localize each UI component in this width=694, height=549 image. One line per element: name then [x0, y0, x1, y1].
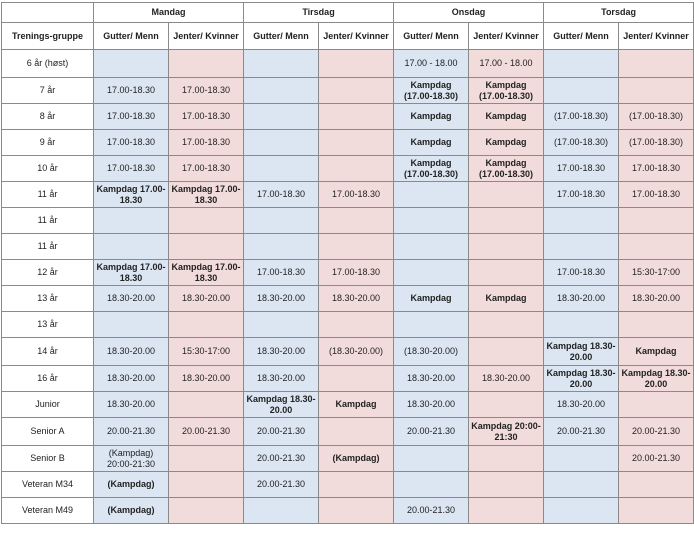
schedule-cell-boys: Kampdag (17.00-18.30): [394, 78, 469, 104]
schedule-cell-boys: [394, 260, 469, 286]
schedule-cell-boys: 17.00-18.30: [94, 156, 169, 182]
training-group-cell: 6 år (høst): [2, 50, 94, 78]
schedule-cell-girls: 17.00-18.30: [169, 78, 244, 104]
training-group-cell: 11 år: [2, 234, 94, 260]
table-row: [2, 78, 694, 104]
schedule-cell-boys: [244, 130, 319, 156]
schedule-cell-girls: [469, 498, 544, 524]
schedule-cell-girls: [469, 312, 544, 338]
schedule-cell-boys: 20.00-21.30: [544, 418, 619, 446]
schedule-cell-girls: 17.00-18.30: [619, 156, 694, 182]
schedule-cell-boys: 18.30-20.00: [544, 286, 619, 312]
schedule-cell-girls: Kampdag 17.00-18.30: [169, 182, 244, 208]
schedule-cell-boys: 20.00-21.30: [244, 472, 319, 498]
schedule-cell-boys: Kampdag 18.30-20.00: [244, 392, 319, 418]
schedule-cell-girls: Kampdag 17.00-18.30: [169, 260, 244, 286]
schedule-cell-girls: 20.00-21.30: [169, 418, 244, 446]
schedule-cell-girls: 17.00 - 18.00: [469, 50, 544, 78]
schedule-cell-boys: 18.30-20.00: [544, 392, 619, 418]
schedule-cell-girls: 17.00-18.30: [319, 260, 394, 286]
schedule-cell-girls: 17.00-18.30: [169, 156, 244, 182]
schedule-cell-girls: [469, 208, 544, 234]
schedule-cell-girls: [319, 234, 394, 260]
schedule-cell-girls: Kampdag: [469, 104, 544, 130]
schedule-cell-boys: Kampdag: [394, 130, 469, 156]
schedule-cell-boys: 17.00-18.30: [244, 260, 319, 286]
group-column-header: Trenings-gruppe: [2, 23, 94, 50]
day-header-monday: Mandag: [94, 3, 244, 23]
schedule-cell-boys: (Kampdag) 20:00-21:30: [94, 446, 169, 472]
schedule-cell-boys: 17.00-18.30: [544, 182, 619, 208]
schedule-cell-girls: Kampdag: [619, 338, 694, 366]
schedule-cell-boys: [544, 498, 619, 524]
table-row: [2, 498, 694, 524]
table-row: [2, 366, 694, 392]
training-group-cell: Veteran M34: [2, 472, 94, 498]
day-header-row: [2, 3, 694, 23]
table-row: [2, 472, 694, 498]
table-row: [2, 156, 694, 182]
schedule-cell-girls: 17.00-18.30: [619, 182, 694, 208]
day-header-tuesday: Tirsdag: [244, 3, 394, 23]
schedule-cell-girls: 15:30-17:00: [619, 260, 694, 286]
schedule-cell-boys: Kampdag 18.30-20.00: [544, 338, 619, 366]
schedule-cell-girls: (18.30-20.00): [319, 338, 394, 366]
training-group-cell: 11 år: [2, 182, 94, 208]
subheader-boys: Gutter/ Menn: [394, 23, 469, 50]
training-group-cell: 16 år: [2, 366, 94, 392]
training-group-cell: 7 år: [2, 78, 94, 104]
schedule-cell-boys: 18.30-20.00: [94, 286, 169, 312]
training-group-cell: 9 år: [2, 130, 94, 156]
schedule-cell-girls: [469, 260, 544, 286]
schedule-cell-boys: 18.30-20.00: [244, 286, 319, 312]
schedule-cell-boys: [244, 156, 319, 182]
schedule-cell-girls: (Kampdag): [319, 446, 394, 472]
schedule-cell-boys: 18.30-20.00: [394, 392, 469, 418]
schedule-cell-girls: [169, 234, 244, 260]
table-row: [2, 208, 694, 234]
schedule-cell-boys: [244, 78, 319, 104]
table-row: [2, 234, 694, 260]
schedule-cell-boys: Kampdag: [394, 286, 469, 312]
schedule-cell-girls: [469, 182, 544, 208]
schedule-cell-girls: [319, 50, 394, 78]
subheader-boys: Gutter/ Menn: [544, 23, 619, 50]
subheader-row: [2, 23, 694, 50]
training-schedule-table: [1, 2, 694, 524]
schedule-cell-girls: [169, 498, 244, 524]
subheader-girls: Jenter/ Kvinner: [319, 23, 394, 50]
schedule-cell-boys: 18.30-20.00: [94, 366, 169, 392]
schedule-cell-boys: [94, 312, 169, 338]
schedule-cell-boys: [94, 208, 169, 234]
training-group-cell: 13 år: [2, 286, 94, 312]
schedule-cell-girls: 20.00-21.30: [619, 418, 694, 446]
training-group-cell: Veteran M49: [2, 498, 94, 524]
schedule-cell-girls: [319, 472, 394, 498]
schedule-cell-boys: 18.30-20.00: [94, 338, 169, 366]
schedule-cell-girls: [319, 366, 394, 392]
table-row: [2, 130, 694, 156]
schedule-cell-girls: 17.00-18.30: [169, 104, 244, 130]
schedule-cell-girls: Kampdag (17.00-18.30): [469, 78, 544, 104]
subheader-girls: Jenter/ Kvinner: [619, 23, 694, 50]
schedule-cell-boys: (Kampdag): [94, 498, 169, 524]
schedule-cell-boys: 20.00-21.30: [394, 498, 469, 524]
schedule-cell-boys: [394, 182, 469, 208]
schedule-cell-boys: [544, 50, 619, 78]
schedule-cell-girls: [469, 338, 544, 366]
schedule-cell-boys: [94, 50, 169, 78]
schedule-cell-boys: [244, 498, 319, 524]
schedule-cell-boys: [544, 234, 619, 260]
schedule-cell-girls: [619, 312, 694, 338]
schedule-cell-girls: [469, 392, 544, 418]
training-group-cell: 10 år: [2, 156, 94, 182]
subheader-girls: Jenter/ Kvinner: [169, 23, 244, 50]
table-row: [2, 182, 694, 208]
training-group-cell: 8 år: [2, 104, 94, 130]
schedule-cell-girls: Kampdag: [469, 286, 544, 312]
schedule-cell-boys: [394, 312, 469, 338]
table-row: [2, 260, 694, 286]
schedule-cell-girls: [319, 156, 394, 182]
training-group-cell: 11 år: [2, 208, 94, 234]
schedule-cell-girls: [319, 208, 394, 234]
schedule-cell-boys: (Kampdag): [94, 472, 169, 498]
corner-cell: [2, 3, 94, 23]
schedule-cell-girls: 20.00-21.30: [619, 446, 694, 472]
schedule-cell-boys: Kampdag: [394, 104, 469, 130]
day-header-thursday: Torsdag: [544, 3, 694, 23]
schedule-cell-boys: [394, 446, 469, 472]
schedule-cell-girls: [319, 312, 394, 338]
schedule-cell-girls: [469, 472, 544, 498]
schedule-cell-boys: 18.30-20.00: [244, 366, 319, 392]
schedule-cell-girls: [469, 446, 544, 472]
table-row: [2, 286, 694, 312]
subheader-boys: Gutter/ Menn: [94, 23, 169, 50]
schedule-cell-girls: Kampdag 20:00-21:30: [469, 418, 544, 446]
schedule-cell-girls: [619, 208, 694, 234]
schedule-cell-girls: [469, 234, 544, 260]
training-group-cell: 12 år: [2, 260, 94, 286]
schedule-cell-boys: 18.30-20.00: [94, 392, 169, 418]
schedule-cell-girls: [169, 208, 244, 234]
schedule-cell-boys: 17.00-18.30: [244, 182, 319, 208]
subheader-boys: Gutter/ Menn: [244, 23, 319, 50]
schedule-cell-boys: Kampdag (17.00-18.30): [394, 156, 469, 182]
schedule-cell-boys: 18.30-20.00: [394, 366, 469, 392]
schedule-cell-boys: 17.00-18.30: [544, 260, 619, 286]
table-row: [2, 50, 694, 78]
schedule-cell-girls: 18.30-20.00: [619, 286, 694, 312]
schedule-cell-boys: [544, 446, 619, 472]
schedule-cell-boys: 20.00-21.30: [244, 418, 319, 446]
schedule-cell-boys: [244, 234, 319, 260]
schedule-cell-boys: 17.00-18.30: [94, 130, 169, 156]
schedule-cell-boys: (17.00-18.30): [544, 104, 619, 130]
table-row: [2, 392, 694, 418]
schedule-cell-boys: 17.00-18.30: [94, 78, 169, 104]
schedule-cell-boys: [394, 208, 469, 234]
schedule-cell-boys: [544, 78, 619, 104]
schedule-cell-girls: [169, 312, 244, 338]
schedule-cell-girls: 18.30-20.00: [469, 366, 544, 392]
schedule-cell-girls: [619, 392, 694, 418]
schedule-cell-boys: [544, 472, 619, 498]
schedule-cell-girls: [319, 104, 394, 130]
schedule-cell-boys: (17.00-18.30): [544, 130, 619, 156]
schedule-cell-girls: [319, 498, 394, 524]
schedule-cell-boys: [94, 234, 169, 260]
schedule-cell-boys: [394, 234, 469, 260]
schedule-cell-boys: 17.00-18.30: [544, 156, 619, 182]
table-row: [2, 418, 694, 446]
schedule-cell-girls: [169, 50, 244, 78]
schedule-cell-girls: Kampdag: [469, 130, 544, 156]
schedule-cell-boys: [544, 312, 619, 338]
schedule-cell-girls: [319, 130, 394, 156]
schedule-cell-boys: 17.00 - 18.00: [394, 50, 469, 78]
schedule-cell-girls: [169, 472, 244, 498]
table-row: [2, 338, 694, 366]
schedule-cell-boys: [244, 50, 319, 78]
schedule-cell-boys: 20.00-21.30: [244, 446, 319, 472]
schedule-cell-girls: (17.00-18.30): [619, 130, 694, 156]
table-row: [2, 312, 694, 338]
schedule-cell-girls: [319, 78, 394, 104]
schedule-cell-girls: 17.00-18.30: [319, 182, 394, 208]
training-group-cell: 14 år: [2, 338, 94, 366]
schedule-cell-girls: Kampdag: [319, 392, 394, 418]
schedule-cell-girls: Kampdag 18.30-20.00: [619, 366, 694, 392]
schedule-cell-girls: [169, 392, 244, 418]
training-group-cell: Junior: [2, 392, 94, 418]
subheader-girls: Jenter/ Kvinner: [469, 23, 544, 50]
schedule-cell-girls: 18.30-20.00: [169, 366, 244, 392]
schedule-cell-boys: 20.00-21.30: [94, 418, 169, 446]
schedule-cell-boys: [244, 104, 319, 130]
schedule-cell-girls: 17.00-18.30: [169, 130, 244, 156]
schedule-cell-girls: [619, 234, 694, 260]
schedule-cell-boys: [394, 472, 469, 498]
schedule-cell-girls: [319, 418, 394, 446]
training-group-cell: Senior A: [2, 418, 94, 446]
schedule-cell-boys: [244, 312, 319, 338]
day-header-wednesday: Onsdag: [394, 3, 544, 23]
table-row: [2, 104, 694, 130]
schedule-body: [2, 50, 694, 524]
schedule-cell-girls: Kampdag (17.00-18.30): [469, 156, 544, 182]
schedule-cell-girls: 18.30-20.00: [169, 286, 244, 312]
schedule-cell-boys: [544, 208, 619, 234]
schedule-cell-boys: (18.30-20.00): [394, 338, 469, 366]
schedule-cell-girls: [619, 498, 694, 524]
schedule-cell-girls: (17.00-18.30): [619, 104, 694, 130]
schedule-cell-girls: [619, 472, 694, 498]
training-group-cell: Senior B: [2, 446, 94, 472]
schedule-cell-girls: [169, 446, 244, 472]
schedule-cell-girls: [619, 50, 694, 78]
schedule-cell-boys: 17.00-18.30: [94, 104, 169, 130]
table-row: [2, 446, 694, 472]
schedule-cell-girls: [619, 78, 694, 104]
schedule-cell-boys: Kampdag 18.30-20.00: [544, 366, 619, 392]
schedule-cell-boys: Kampdag 17.00-18.30: [94, 182, 169, 208]
schedule-cell-boys: 18.30-20.00: [244, 338, 319, 366]
schedule-cell-boys: Kampdag 17.00-18.30: [94, 260, 169, 286]
schedule-cell-girls: 15:30-17:00: [169, 338, 244, 366]
schedule-cell-boys: 20.00-21.30: [394, 418, 469, 446]
schedule-cell-girls: 18.30-20.00: [319, 286, 394, 312]
schedule-cell-boys: [244, 208, 319, 234]
training-group-cell: 13 år: [2, 312, 94, 338]
